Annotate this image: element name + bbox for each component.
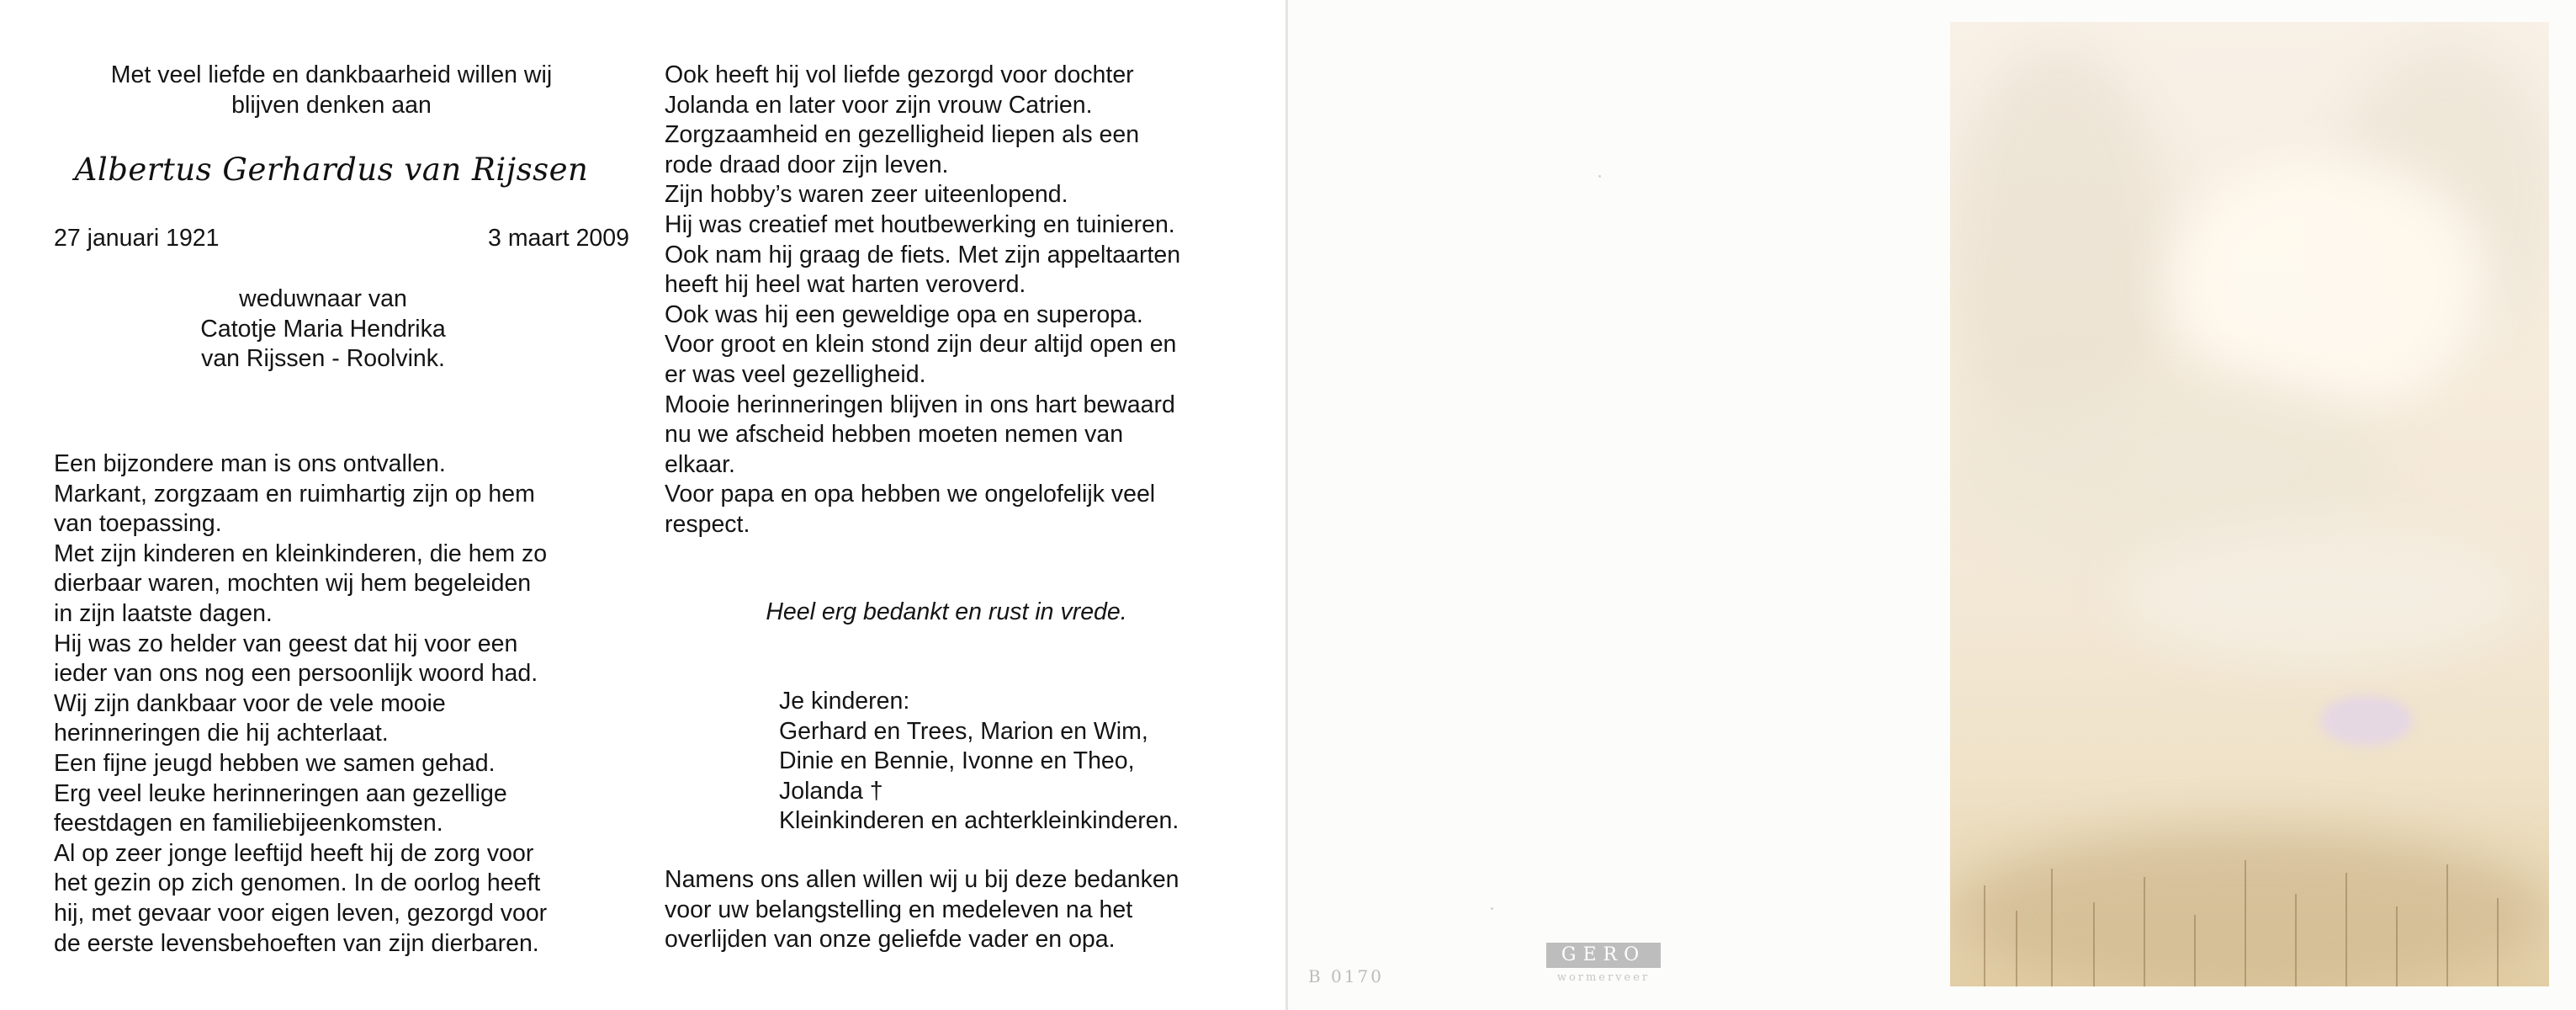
tribute-line: Hij was zo helder van geest dat hij voor een [54, 630, 518, 657]
tribute-line: Mooie herinneringen blijven in ons hart bewaard [665, 391, 1175, 418]
paper-speck [1598, 175, 1601, 178]
printer-location: wormerveer [1556, 971, 1651, 984]
printer-logo: GERO [1546, 943, 1661, 968]
widower-line: van Rijssen - Roolvink. [201, 345, 445, 373]
life-dates [54, 224, 629, 254]
tribute-line: elkaar. [665, 450, 735, 478]
tribute-line: Wij zijn dankbaar voor de vele mooie [54, 689, 446, 717]
children-line: Dinie en Bennie, Ivonne en Theo, [779, 747, 1135, 775]
intro-text [54, 61, 609, 120]
tribute-line: Erg veel leuke herinneringen aan gezellige [54, 779, 507, 807]
tribute-line: de eerste levensbehoeften van zijn dierbaren. [54, 929, 539, 957]
children-line: Kleinkinderen en achterkleinkinderen. [779, 807, 1179, 835]
widower-text [45, 284, 601, 375]
tribute-line: Hij was creatief met houtbewerking en tuinieren. [665, 210, 1175, 238]
children-line: Gerhard en Trees, Marion en Wim, [779, 717, 1148, 745]
tribute-line: van toepassing. [54, 510, 222, 538]
tribute-line: in zijn laatste dagen. [54, 599, 273, 627]
tribute-line: Markant, zorgzaam en ruimhartig zijn op hem [54, 480, 535, 508]
birth-date: 27 januari 1921 [54, 225, 220, 252]
tribute-line: nu we afscheid hebben moeten nemen van [665, 421, 1124, 449]
tribute-line: feestdagen en familiebijeenkomsten. [54, 810, 443, 837]
tribute-line: dierbaar waren, mochten wij hem begeleiden [54, 570, 532, 598]
tribute-line: hij, met gevaar voor eigen leven, gezorgd voor [54, 899, 548, 927]
farewell-line: Heel erg bedankt en rust in vrede. [766, 598, 1127, 625]
tribute-line: Al op zeer jonge leeftijd heeft hij de zorg voor [54, 839, 534, 867]
children-line: Je kinderen: [779, 688, 910, 715]
death-date: 3 maart 2009 [488, 225, 629, 252]
tribute-line: heeft hij heel wat harten veroverd. [665, 271, 1026, 299]
print-code: B 0170 [1308, 966, 1384, 986]
widower-line: Catotje Maria Hendrika [200, 315, 446, 343]
thanks-line: voor uw belangstelling en medeleven na het [665, 896, 1133, 923]
tribute-line: Ook heeft hij vol liefde gezorgd voor dochter [665, 61, 1134, 88]
children-line: Jolanda † [779, 777, 883, 805]
lake-photo [1950, 22, 2549, 986]
tribute-line: Jolanda en later voor zijn vrouw Catrien. [665, 91, 1093, 119]
tribute-line: Ook nam hij graag de fiets. Met zijn appeltaarten [665, 241, 1181, 268]
thanks-line: Namens ons allen willen wij u bij deze bedanken [665, 866, 1179, 893]
widower-line: weduwnaar van [239, 285, 407, 312]
inner-spread [0, 0, 1287, 1010]
intro-line: blijven denken aan [231, 91, 432, 119]
tribute-line: Een bijzondere man is ons ontvallen. [54, 450, 446, 477]
tribute-line: respect. [665, 510, 750, 538]
deceased-name: Albertus Gerhardus van Rijssen [74, 152, 589, 188]
tribute-line: rode draad door zijn leven. [665, 151, 949, 178]
tribute-line: ieder van ons nog een persoonlijk woord had. [54, 660, 538, 688]
children-list [779, 687, 1368, 837]
tribute-line: herinneringen die hij achterlaat. [54, 720, 389, 747]
tribute-line: Voor papa en opa hebben we ongelofelijk veel [665, 481, 1156, 508]
intro-line: Met veel liefde en dankbaarheid willen wij [110, 61, 553, 88]
tribute-line: Zijn hobby’s waren zeer uiteenlopend. [665, 181, 1068, 209]
thanks-line: overlijden van onze geliefde vader en opa. [665, 926, 1116, 954]
tribute-line: er was veel gezelligheid. [665, 360, 926, 388]
tribute-text [54, 449, 609, 959]
paper-speck [1491, 907, 1493, 910]
tribute-continued-text [665, 61, 1254, 540]
thanks-text [665, 865, 1254, 955]
tribute-line: Zorgzaamheid en gezelligheid liepen als een [665, 121, 1140, 149]
tribute-line: Voor groot en klein stond zijn deur altijd open en [665, 331, 1177, 359]
tribute-line: Een fijne jeugd hebben we samen gehad. [54, 749, 496, 777]
swan-silhouette [2320, 695, 2413, 746]
tribute-line: Ook was hij een geweldige opa en superopa. [665, 300, 1143, 328]
tribute-line: Met zijn kinderen en kleinkinderen, die hem zo [54, 540, 548, 567]
tribute-line: het gezin op zich genomen. In de oorlog heeft [54, 869, 541, 897]
